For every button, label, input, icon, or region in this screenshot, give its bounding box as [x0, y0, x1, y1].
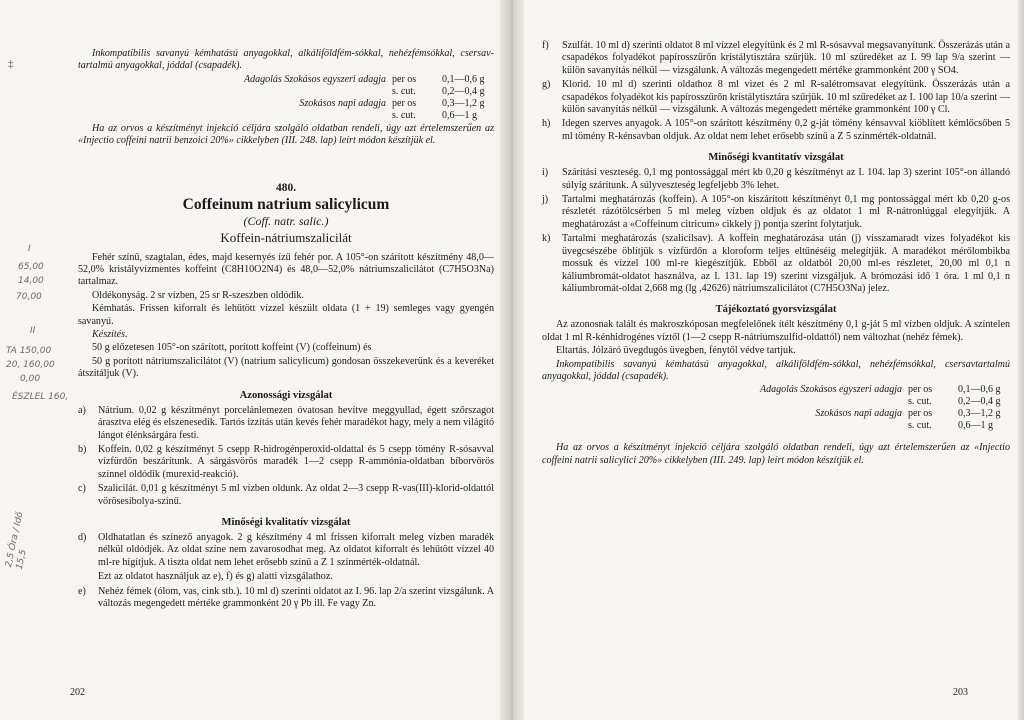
test-letter: g) [542, 79, 551, 91]
test-item [542, 233, 1010, 295]
test-item [78, 405, 494, 442]
info-heading: Tájékoztató gyorsvizsgálat [715, 304, 837, 316]
page-number: 203 [953, 687, 968, 698]
monograph-title: Coffeinum natrium salicylicum [182, 195, 390, 213]
injection-note: Ha az orvos a készítményt injekció céljára szolgáló oldatban rendeli, úgy azt értelemszerűen az «Injectio coffeini natrii salicylici 20%» cikkelyben (III. 249. lap) leírt módon készítjük el. [542, 442, 1010, 466]
dosage-table [622, 384, 1010, 432]
dosage-route: s. cut. [392, 109, 416, 121]
preparation-heading: Készítés. [92, 329, 128, 341]
test-item [542, 118, 1010, 143]
margin-note: 70,00 [16, 292, 42, 302]
page-number: 202 [70, 687, 85, 698]
dosage-label [622, 396, 902, 408]
test-text: Klorid. 10 ml d) szerinti oldathoz 8 ml vizet és 2 ml R-salétromsavat elegyítünk. Összerázás után a csapadékos folyadékot kis papírosszűrőn kristálytisztára szűrjük. 10 ml szűredéket az I. 100 lap 10/a szerint — külön savanyítás nélkül — vizsgálunk. A változás megengedett mértéke grammonként 100 γ Cl. [562, 79, 1010, 116]
dosage-label [142, 110, 386, 122]
test-item [542, 167, 1010, 192]
test-item [78, 532, 494, 569]
test-item [78, 571, 494, 583]
storage-text: Eltartás. Jólzáró üvegdugós üvegben, fénytől védve tartjuk. [556, 345, 796, 357]
dosage-label: Szokásos napi adagja [815, 408, 902, 420]
test-item [542, 79, 1010, 116]
quantitative-heading: Minőségi kvantitatív vizsgálat [708, 152, 844, 164]
test-text: Oldhatatlan és színező anyagok. 2 g készítmény 4 ml frissen kiforralt meleg vízben maradék nélkül oldódjék. Az oldat színe nem zavarosodhat meg. Az oldatot kiforralt és lehűtött vízzel 40 ml-re hígítjuk. A tiszta oldat nem lehet erősebb színű a Z 1 színmérték-oldatnál. [98, 531, 494, 568]
test-item [78, 444, 494, 481]
margin-note: 65,00 [18, 262, 44, 272]
left-page [0, 0, 508, 720]
dosage-route: s. cut. [908, 420, 932, 432]
margin-mark-icon: ‡ [8, 58, 14, 70]
dosage-label: Szokásos napi adagja [299, 97, 386, 109]
test-letter: a) [78, 404, 86, 416]
test-item [78, 483, 494, 508]
test-letter: k) [542, 233, 551, 245]
solubility-text: Oldékonyság. 2 sr vízben, 25 sr R-szeszben oldódik. [92, 289, 304, 301]
dosage-route: per os [392, 73, 417, 85]
test-letter: c) [78, 483, 86, 495]
quality-heading: Minőségi kvalitatív vizsgálat [221, 516, 351, 528]
monograph-number: 480. [275, 181, 297, 194]
preparation-line: 50 g porított nátriumszalicilátot (V) (natrium salicylicum) gondosan összekeverünk és a keveréket átszitáljuk (V). [78, 355, 494, 380]
margin-note: 0,00 [20, 374, 41, 384]
preparation-line: 50 g előzetesen 105°-on szárított, porított koffeint (V) (coffeinum) és [92, 342, 372, 354]
test-text: Ezt az oldatot használjuk az e), f) és g) alatti vizsgálathoz. [98, 571, 333, 583]
monograph-latin-abbrev: (Coff. natr. salic.) [243, 213, 329, 228]
dosage-label [142, 86, 386, 98]
test-text: Nehéz fémek (ólom, vas, cink stb.). 10 ml d) szerinti oldatot az I. 96. lap 2/a szerint vizsgálunk. A változás megengedett mértéke grammonként 20 γ Pb ill. Fe vagy Zn. [98, 585, 494, 609]
dosage-value: 0,6—1 g [958, 420, 993, 432]
margin-note: TA 150,00 [6, 346, 52, 356]
page-edge [1018, 0, 1024, 720]
dosage-route: s. cut. [392, 85, 416, 97]
margin-note: ÉSZLEL 160, [12, 392, 69, 402]
test-text: Koffein. 0,02 g készítményt 5 csepp R-hidrogénperoxid-oldattal és 5 csepp tömény R-sósavval vízfürdőn beszárítunk. A sárgásvörös maradék 1—2 csepp R-ammónia-oldatban bíborvörös színnel oldódik (murexid-reakció). [98, 443, 494, 480]
test-item [542, 194, 1010, 231]
dosage-value: 0,3—1,2 g [958, 408, 1001, 420]
test-letter: i) [542, 167, 549, 179]
incompatibility-text: Inkompatibilis savanyú kémhatású anyagokkal, alkáliföldfém-sókkal, nehézfémsókkal, csersav-tartalmú anyagokkal, jóddal (csapadék). [78, 48, 494, 72]
reaction-text: Kémhatás. Frissen kiforralt és lehűtött vízzel készült oldata (1 + 19) semleges vagy gyengén savanyú. [78, 303, 494, 327]
test-letter [78, 571, 98, 583]
dosage-value: 0,3—1,2 g [442, 97, 485, 109]
test-text: Tartalmi meghatározás (szalicilsav). A koffein meghatározása után (j) visszamaradt vizes folyadékot kis üvegcsészébe öblítjük s vízfürdőn a kloroform teljes eltűnéséig melegítjük. A maradékot mérőlombikba mossuk és vízzel 100 ml-re kiegészítjük. Ebből az oldatból 20,00 ml-es részletet, 20,00 ml 0,1 n káliumbromát-oldatot használva, az I. 131. lap 19) szerint vizsgáljuk. A brómozási idő 1 óra. 1 ml 0,1 n káliumbromát-oldat 2,668 mg (lg ,42626) nátriumszalicilátot (C7H5O3Na) jelez. [562, 233, 1010, 294]
test-letter: f) [542, 40, 549, 51]
dosage-route: per os [908, 408, 933, 420]
dosage-route: per os [908, 384, 933, 396]
dosage-value: 0,1—0,6 g [442, 73, 485, 85]
description-text: Fehér színű, szagtalan, édes, majd kesernyés ízű fehér por. A 105°-on szárított készítmény 48,0—52,0% kristályvízmentes koffeint (C8H10O2N4) és 48,0—52,0% nátriumszalicilátot (C7H5O3Na) tartalmaz. [78, 251, 494, 288]
dosage-label [622, 420, 902, 432]
test-text: Tartalmi meghatározás (koffein). A 105°-on kiszárított készítményt 0,1 mg pontossággal mért kb 0,20 g-os részletét rázótölcsérben 5 ml meleg vízben oldjuk és az oldatot 1 ml R-nátronlúggal elegyítjük. A meghatározást a «Coffeinum citricum» cikkely j) pontja szerint folytatjuk. [562, 194, 1010, 230]
identity-heading: Azonossági vizsgálat [239, 389, 333, 401]
dosage-value: 0,2—0,4 g [958, 396, 1001, 408]
dosage-label: Adagolás Szokásos egyszeri adagja [760, 384, 902, 396]
dosage-table [142, 74, 494, 122]
test-letter: d) [78, 531, 87, 543]
test-text: Idegen szerves anyagok. A 105°-on szárított készítmény 0,2 g-ját tömény kénsavval kiöblített kémlőcsőben 5 ml tömény R-kénsavban oldjuk. Az oldat nem lehet erősebb színű a Z 5 színmérték-oldatnál. [562, 118, 1010, 142]
injection-note: Ha az orvos a készítményt injekció céljára szolgáló oldatban rendeli, úgy azt értelemszerűen az «Injectio coffeini natrii benzoici 20%» cikkelyben (III. 248. lap) leírt módon készítjük el. [78, 122, 494, 147]
right-page [512, 0, 1024, 720]
monograph-hungarian-name: Koffein-nátriumszalicilát [220, 229, 352, 245]
margin-note: 14,00 [18, 276, 44, 286]
dosage-value: 0,6—1 g [442, 109, 477, 121]
margin-vertical-note: 2,5 Óra / Idő 15,5 [4, 511, 29, 571]
test-letter: b) [78, 443, 87, 455]
dosage-value: 0,1—0,6 g [958, 384, 1001, 396]
test-letter: e) [78, 585, 86, 597]
info-text: Az azonosnak talált és makroszkóposan megfelelőnek ítélt készítmény 0,1 g-ját 5 ml vízben oldjuk. A színtelen oldat 1 ml R-kénhidrogénes víztől (1—2 csepp R-nátriumszulfid-oldattól) nem változhat (nehéz fémek). [542, 319, 1010, 343]
margin-note: 20, 160,00 [6, 360, 55, 370]
test-letter: j) [542, 194, 549, 206]
test-text: Szalicilát. 0,01 g készítményt 5 ml vízben oldunk. Az oldat 2—3 csepp R-vas(III)-klorid-oldattól vörösesibolya-színű. [98, 483, 494, 507]
dosage-value: 0,2—0,4 g [442, 85, 485, 97]
test-item [542, 40, 1010, 77]
incompatibility-text: Inkompatibilis savanyú kémhatású anyagokkal, alkáliföldfém-sókkal, nehézfémsókkal, csersavtartalmú anyagokkal, jóddal (csapadék). [542, 358, 1010, 382]
test-text: Szulfát. 10 ml d) szerinti oldatot 8 ml vízzel elegyítünk és 2 ml R-sósavval megsavanyítunk. Összerázás után a csapadékos folyadékot papírosszűrőn kristálytisztára szűrjük. 10 ml szűredéket az I. 99 lap 9/a szerint — külön savanyítás nélkül — vizsgálunk. A változás megengedett mértéke grammonként 200 γ SO4. [562, 40, 1010, 76]
dosage-label: Adagolás Szokásos egyszeri adagja [244, 73, 386, 85]
margin-note: II [30, 326, 36, 336]
dosage-route: per os [392, 97, 417, 109]
test-letter: h) [542, 118, 551, 130]
test-text: Nátrium. 0,02 g készítményt porcelánlemezen óvatosan hevítve meggyullad, égett szőrszagot árasztva elég és elszenesedik. Tartós izzítás után kevés fehér maradékot hagy, mely a nem világító lángot élénksárgára festi. [98, 404, 494, 441]
test-text: Szárítási veszteség. 0,1 mg pontossággal mért kb 0,20 g készítményt az I. 104. lap 3) szerint 105°-on állandó súlyig szárítunk. A súlyveszteség legfeljebb 3% lehet. [562, 167, 1010, 191]
test-item [78, 586, 494, 611]
margin-note: I [28, 244, 31, 254]
dosage-route: s. cut. [908, 396, 932, 408]
